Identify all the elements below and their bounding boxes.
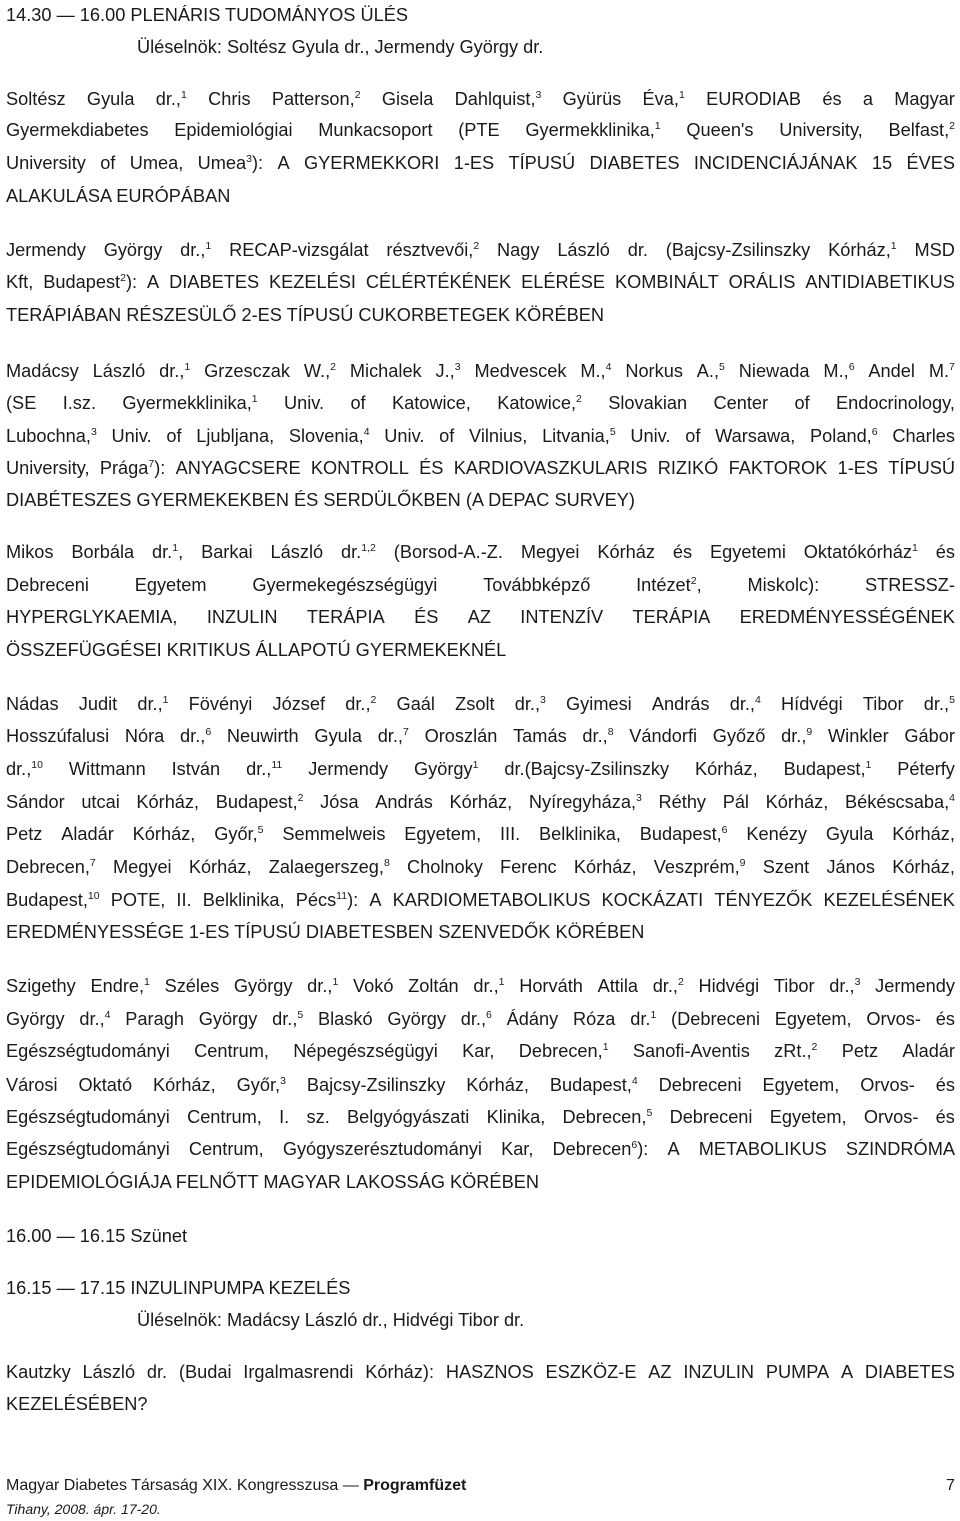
abstract-6-line: Szigethy Endre,$^1$ Széles György dr.,$^1$ Vokó Zoltán dr.,$^1$ Horváth Attila dr.,$^2$ Hidvégi Tibor dr.,$^3$ Jermendy bbox=[6, 976, 955, 996]
session-chairs: Üléselnök: Madácsy László dr., Hidvégi Tibor dr. bbox=[137, 1310, 525, 1330]
abstract-5-line: EREDMÉNYESSÉGE 1-ES TÍPUSÚ DIABETESBEN SZENVEDŐK KÖRÉBEN bbox=[6, 922, 645, 942]
abstract-2-line: Jermendy György dr.,$^1$ RECAP-vizsgálat résztvevői,$^2$ Nagy László dr. (Bajcsy-Zsilinszky Kórház,$^1$ MSD bbox=[6, 240, 955, 260]
abstract-3-line: (SE I.sz. Gyermekklinika,$^1$ Univ. of Katowice, Katowice,$^2$ Slovakian Center of Endocrinology, bbox=[6, 393, 955, 413]
abstract-3-line: DIABÉTESZES GYERMEKEKBEN ÉS SERDÜLŐKBEN (A DEPAC SURVEY) bbox=[6, 490, 635, 510]
abstract-6-line: Egészségtudományi Centrum, Népegészségügyi Kar, Debrecen,$^1$ Sanofi-Aventis zRt.,$^2$ Petz Aladár bbox=[6, 1041, 955, 1061]
abstract-4-line: HYPERGLYKAEMIA, INZULIN TERÁPIA ÉS AZ INTENZÍV TERÁPIA EREDMÉNYESSÉGÉNEK bbox=[6, 607, 955, 627]
abstract-3-line: Madácsy László dr.,$^1$ Grzesczak W.,$^2$ Michalek J.,$^3$ Medvescek M.,$^4$ Norkus A.,$^5$ Niewada M.,$^6$ Andel M.$^7$ bbox=[6, 361, 955, 381]
abstract-5-line: Nádas Judit dr.,$^1$ Fövényi József dr.,$^2$ Gaál Zsolt dr.,$^3$ Gyimesi András dr.,$^4$ Hídvégi Tibor dr.,$^5$ bbox=[6, 694, 955, 714]
abstract-6-line: Egészségtudományi Centrum, I. sz. Belgyógyászati Klinika, Debrecen,$^5$ Debreceni Egyetem, Orvos- és bbox=[6, 1107, 955, 1127]
abstract-1-line: Soltész Gyula dr.,$^1$ Chris Patterson,$^2$ Gisela Dahlquist,$^3$ Gyürüs Éva,$^1$ EURODIAB és a Magyar bbox=[6, 89, 955, 109]
abstract-4-line: Debreceni Egyetem Gyermekegészségügyi Továbbképző Intézet$^2$, Miskolc): STRESSZ- bbox=[6, 575, 955, 595]
abstract-3-line: University, Prága$^7$): ANYAGCSERE KONTROLL ÉS KARDIOVASZKULARIS RIZIKÓ FAKTOROK 1-ES TÍPUSÚ bbox=[6, 458, 955, 478]
abstract-5-line: Hosszúfalusi Nóra dr.,$^6$ Neuwirth Gyula dr.,$^7$ Oroszlán Tamás dr.,$^8$ Vándorfi Győző dr.,$^9$ Winkler Gábor bbox=[6, 726, 955, 746]
abstract-6-line: György dr.,$^4$ Paragh György dr.,$^5$ Blaskó György dr.,$^6$ Ádány Róza dr.$^1$ (Debreceni Egyetem, Orvos- és bbox=[6, 1009, 955, 1029]
abstract-4-line: ÖSSZEFÜGGÉSEI KRITIKUS ÁLLAPOTÚ GYERMEKEKNÉL bbox=[6, 640, 507, 660]
abstract-7-line: Kautzky László dr. (Budai Irgalmasrendi Kórház): HASZNOS ESZKÖZ-E AZ INZULIN PUMPA A DIABETES bbox=[6, 1362, 955, 1382]
page-number: 7 bbox=[946, 1477, 955, 1494]
abstract-6-line: EPIDEMIOLÓGIÁJA FELNŐTT MAGYAR LAKOSSÁG KÖRÉBEN bbox=[6, 1172, 539, 1192]
abstract-2-line: Kft, Budapest$^2$): A DIABETES KEZELÉSI CÉLÉRTÉKÉNEK ELÉRÉSE KOMBINÁLT ORÁLIS ANTIDIABETIKUS bbox=[6, 272, 955, 292]
abstract-7-line: KEZELÉSÉBEN? bbox=[6, 1394, 148, 1414]
abstract-5-line: Debrecen,$^7$ Megyei Kórház, Zalaegerszeg,$^8$ Cholnoky Ferenc Kórház, Veszprém,$^9$ Szent János Kórház, bbox=[6, 857, 955, 877]
session-heading: 14.30 — 16.00 PLENÁRIS TUDOMÁNYOS ÜLÉS bbox=[6, 5, 408, 25]
abstract-6-line: Egészségtudományi Centrum, Gyógyszerésztudományi Kar, Debrecen$^6$): A METABOLIKUS SZINDRÓMA bbox=[6, 1139, 955, 1159]
footer-title: Magyar Diabetes Társaság XIX. Kongresszusa — Programfüzet bbox=[6, 1477, 467, 1494]
abstract-5-line: Sándor utcai Kórház, Budapest,$^2$ Jósa András Kórház, Nyíregyháza,$^3$ Réthy Pál Kórház, Békéscsaba,$^4$ bbox=[6, 792, 955, 812]
abstract-5-line: Budapest,$^{10}$ POTE, II. Belklinika, Pécs$^{11}$): A KARDIOMETABOLIKUS KOCKÁZATI TÉNYEZŐK KEZELÉSÉNEK bbox=[6, 890, 955, 910]
abstract-1-line: ALAKULÁSA EURÓPÁBAN bbox=[6, 186, 231, 206]
abstract-2-line: TERÁPIÁBAN RÉSZESÜLŐ 2-ES TÍPUSÚ CUKORBETEGEK KÖRÉBEN bbox=[6, 305, 604, 325]
abstract-5-line: dr.,$^{10}$ Wittmann István dr.,$^{11}$ Jermendy György$^1$ dr.(Bajcsy-Zsilinszky Kórház, Budapest,$^1$ Péterfy bbox=[6, 759, 955, 779]
abstract-1-line: University of Umea, Umea$^3$): A GYERMEKKORI 1-ES TÍPUSÚ DIABETES INCIDENCIÁJÁNAK 15 ÉVES bbox=[6, 153, 955, 173]
break-heading: 16.00 — 16.15 Szünet bbox=[6, 1226, 187, 1246]
abstract-1-line: Gyermekdiabetes Epidemiológiai Munkacsoport (PTE Gyermekklinika,$^1$ Queen's University, Belfast,$^2$ bbox=[6, 120, 955, 140]
abstract-6-line: Városi Oktató Kórház, Győr,$^3$ Bajcsy-Zsilinszky Kórház, Budapest,$^4$ Debreceni Egyetem, Orvos- és bbox=[6, 1075, 955, 1095]
session-chairs: Üléselnök: Soltész Gyula dr., Jermendy György dr. bbox=[137, 37, 544, 57]
abstract-4-line: Mikos Borbála dr.$^1$, Barkai László dr.$^{1,2}$ (Borsod-A.-Z. Megyei Kórház és Egyetemi Oktatókórház$^1$ és bbox=[6, 542, 955, 562]
session-heading: 16.15 — 17.15 INZULINPUMPA KEZELÉS bbox=[6, 1278, 351, 1298]
footer-date: Tihany, 2008. ápr. 17-20. bbox=[6, 1501, 161, 1517]
abstract-5-line: Petz Aladár Kórház, Győr,$^5$ Semmelweis Egyetem, III. Belklinika, Budapest,$^6$ Kenézy Gyula Kórház, bbox=[6, 824, 955, 844]
abstract-3-line: Lubochna,$^3$ Univ. of Ljubljana, Slovenia,$^4$ Univ. of Vilnius, Litvania,$^5$ Univ. of Warsawa, Poland,$^6$ Charles bbox=[6, 426, 955, 446]
